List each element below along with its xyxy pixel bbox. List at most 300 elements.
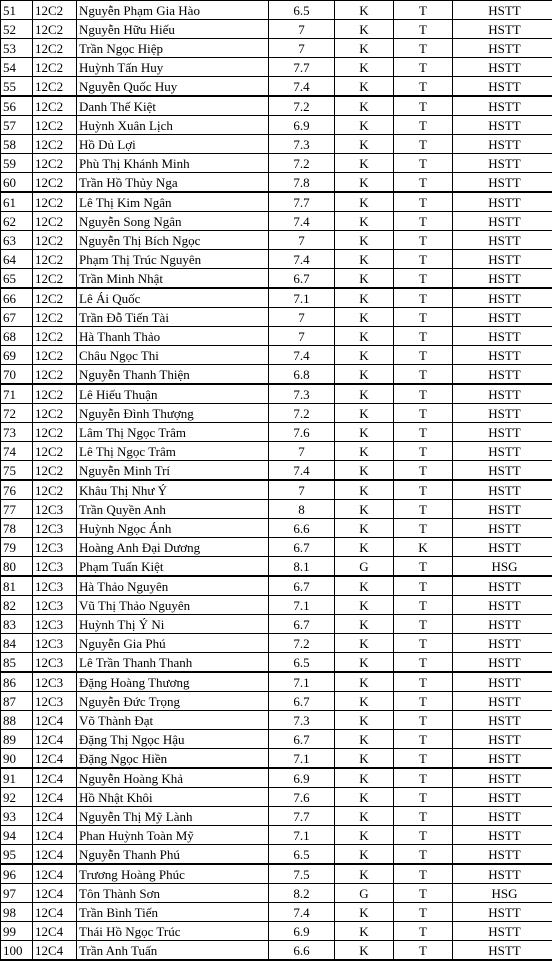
- conduct-cell: T: [394, 864, 453, 884]
- student-name-cell: Hồ Dủ Lợi: [77, 135, 269, 154]
- award-title-cell: HSTT: [453, 864, 552, 884]
- student-name-cell: Trần Đỗ Tiến Tài: [77, 308, 269, 327]
- academic-rank-cell: K: [335, 538, 394, 557]
- student-name-cell: Nguyễn Hữu Hiếu: [77, 20, 269, 39]
- class-cell: 12C4: [33, 941, 77, 961]
- average-score-cell: 7.7: [269, 807, 335, 826]
- academic-rank-cell: K: [335, 442, 394, 461]
- row-number-cell: 71: [1, 384, 33, 404]
- award-title-cell: HSTT: [453, 135, 552, 154]
- award-title-cell: HSTT: [453, 788, 552, 807]
- award-title-cell: HSTT: [453, 384, 552, 404]
- award-title-cell: HSTT: [453, 404, 552, 423]
- academic-rank-cell: K: [335, 615, 394, 634]
- award-title-cell: HSTT: [453, 212, 552, 231]
- class-cell: 12C4: [33, 903, 77, 922]
- row-number-cell: 65: [1, 269, 33, 289]
- academic-rank-cell: K: [335, 212, 394, 231]
- award-title-cell: HSTT: [453, 576, 552, 596]
- conduct-cell: T: [394, 749, 453, 769]
- academic-rank-cell: K: [335, 461, 394, 481]
- academic-rank-cell: K: [335, 903, 394, 922]
- row-number-cell: 54: [1, 58, 33, 77]
- table-row: [1, 653, 552, 673]
- average-score-cell: 7.2: [269, 634, 335, 653]
- row-number-cell: 95: [1, 845, 33, 865]
- class-cell: 12C2: [33, 192, 77, 212]
- academic-rank-cell: K: [335, 922, 394, 941]
- award-title-cell: HSTT: [453, 154, 552, 173]
- table-row: [1, 39, 552, 58]
- average-score-cell: 6.9: [269, 116, 335, 135]
- student-name-cell: Lê Hiếu Thuận: [77, 384, 269, 404]
- row-number-cell: 70: [1, 365, 33, 385]
- table-row: [1, 480, 552, 500]
- academic-rank-cell: K: [335, 845, 394, 865]
- class-cell: 12C4: [33, 768, 77, 788]
- average-score-cell: 7: [269, 480, 335, 500]
- academic-rank-cell: K: [335, 231, 394, 250]
- table-row: [1, 730, 552, 749]
- row-number-cell: 67: [1, 308, 33, 327]
- academic-rank-cell: G: [335, 884, 394, 903]
- award-title-cell: HSTT: [453, 327, 552, 346]
- class-cell: 12C2: [33, 20, 77, 39]
- conduct-cell: T: [394, 39, 453, 58]
- academic-rank-cell: K: [335, 77, 394, 97]
- average-score-cell: 7.5: [269, 864, 335, 884]
- academic-rank-cell: K: [335, 39, 394, 58]
- conduct-cell: T: [394, 557, 453, 577]
- table-row: [1, 576, 552, 596]
- academic-rank-cell: K: [335, 500, 394, 519]
- conduct-cell: T: [394, 212, 453, 231]
- average-score-cell: 6.5: [269, 1, 335, 20]
- conduct-cell: T: [394, 730, 453, 749]
- student-name-cell: Lê Thị Ngọc Trâm: [77, 442, 269, 461]
- student-name-cell: Hoàng Anh Đại Dương: [77, 538, 269, 557]
- conduct-cell: T: [394, 500, 453, 519]
- student-name-cell: Khâu Thị Như Ý: [77, 480, 269, 500]
- table-row: [1, 672, 552, 692]
- class-cell: 12C2: [33, 250, 77, 269]
- average-score-cell: 7.3: [269, 135, 335, 154]
- table-row: [1, 231, 552, 250]
- student-name-cell: Vũ Thị Thảo Nguyên: [77, 596, 269, 615]
- average-score-cell: 7.1: [269, 826, 335, 845]
- award-title-cell: HSTT: [453, 615, 552, 634]
- class-cell: 12C4: [33, 826, 77, 845]
- conduct-cell: T: [394, 903, 453, 922]
- row-number-cell: 63: [1, 231, 33, 250]
- award-title-cell: HSTT: [453, 423, 552, 442]
- award-title-cell: HSTT: [453, 538, 552, 557]
- academic-rank-cell: K: [335, 634, 394, 653]
- table-row: [1, 173, 552, 193]
- row-number-cell: 84: [1, 634, 33, 653]
- table-row: [1, 538, 552, 557]
- row-number-cell: 53: [1, 39, 33, 58]
- row-number-cell: 75: [1, 461, 33, 481]
- student-name-cell: Hà Thanh Thảo: [77, 327, 269, 346]
- academic-rank-cell: K: [335, 346, 394, 365]
- award-title-cell: HSTT: [453, 1, 552, 20]
- row-number-cell: 74: [1, 442, 33, 461]
- award-title-cell: HSTT: [453, 39, 552, 58]
- row-number-cell: 69: [1, 346, 33, 365]
- average-score-cell: 7.4: [269, 250, 335, 269]
- average-score-cell: 7.1: [269, 672, 335, 692]
- table-row: [1, 20, 552, 39]
- academic-rank-cell: K: [335, 788, 394, 807]
- student-name-cell: Danh Thế Kiệt: [77, 96, 269, 116]
- student-name-cell: Nguyễn Thanh Thiện: [77, 365, 269, 385]
- average-score-cell: 6.6: [269, 519, 335, 538]
- student-name-cell: Võ Thành Đạt: [77, 711, 269, 730]
- class-cell: 12C2: [33, 39, 77, 58]
- class-cell: 12C3: [33, 576, 77, 596]
- award-title-cell: HSTT: [453, 192, 552, 212]
- class-cell: 12C2: [33, 423, 77, 442]
- class-cell: 12C2: [33, 116, 77, 135]
- average-score-cell: 6.7: [269, 615, 335, 634]
- academic-rank-cell: K: [335, 576, 394, 596]
- table-row: [1, 77, 552, 97]
- academic-rank-cell: K: [335, 154, 394, 173]
- table-row: [1, 384, 552, 404]
- table-row: [1, 116, 552, 135]
- row-number-cell: 87: [1, 692, 33, 711]
- average-score-cell: 7.4: [269, 461, 335, 481]
- academic-rank-cell: K: [335, 327, 394, 346]
- class-cell: 12C2: [33, 480, 77, 500]
- average-score-cell: 6.7: [269, 538, 335, 557]
- award-title-cell: HSTT: [453, 461, 552, 481]
- average-score-cell: 6.7: [269, 730, 335, 749]
- class-cell: 12C3: [33, 672, 77, 692]
- table-row: [1, 788, 552, 807]
- student-name-cell: Nguyễn Thanh Phú: [77, 845, 269, 865]
- award-title-cell: HSTT: [453, 692, 552, 711]
- row-number-cell: 90: [1, 749, 33, 769]
- class-cell: 12C3: [33, 653, 77, 673]
- class-cell: 12C4: [33, 845, 77, 865]
- academic-rank-cell: K: [335, 672, 394, 692]
- row-number-cell: 66: [1, 288, 33, 308]
- class-cell: 12C2: [33, 231, 77, 250]
- conduct-cell: T: [394, 576, 453, 596]
- class-cell: 12C2: [33, 269, 77, 289]
- award-title-cell: HSTT: [453, 442, 552, 461]
- class-cell: 12C2: [33, 461, 77, 481]
- academic-rank-cell: K: [335, 250, 394, 269]
- award-title-cell: HSTT: [453, 58, 552, 77]
- table-row: [1, 1, 552, 20]
- average-score-cell: 7.4: [269, 903, 335, 922]
- conduct-cell: T: [394, 692, 453, 711]
- average-score-cell: 7.3: [269, 384, 335, 404]
- average-score-cell: 7.7: [269, 58, 335, 77]
- conduct-cell: T: [394, 288, 453, 308]
- table-row: [1, 903, 552, 922]
- student-name-cell: Trần Bình Tiến: [77, 903, 269, 922]
- row-number-cell: 76: [1, 480, 33, 500]
- row-number-cell: 60: [1, 173, 33, 193]
- academic-rank-cell: K: [335, 749, 394, 769]
- class-cell: 12C4: [33, 807, 77, 826]
- conduct-cell: T: [394, 442, 453, 461]
- student-name-cell: Trương Hoàng Phúc: [77, 864, 269, 884]
- average-score-cell: 7: [269, 442, 335, 461]
- table-row: [1, 135, 552, 154]
- table-row: [1, 346, 552, 365]
- average-score-cell: 7.6: [269, 788, 335, 807]
- table-row: [1, 154, 552, 173]
- row-number-cell: 88: [1, 711, 33, 730]
- student-name-cell: Nguyễn Minh Trí: [77, 461, 269, 481]
- table-row: [1, 365, 552, 385]
- student-name-cell: Trần Minh Nhật: [77, 269, 269, 289]
- row-number-cell: 64: [1, 250, 33, 269]
- table-row: [1, 596, 552, 615]
- row-number-cell: 79: [1, 538, 33, 557]
- average-score-cell: 8.2: [269, 884, 335, 903]
- class-cell: 12C2: [33, 173, 77, 193]
- academic-rank-cell: K: [335, 135, 394, 154]
- class-cell: 12C2: [33, 308, 77, 327]
- class-cell: 12C2: [33, 96, 77, 116]
- student-name-cell: Phạm Tuấn Kiệt: [77, 557, 269, 577]
- table-row: [1, 327, 552, 346]
- award-title-cell: HSTT: [453, 730, 552, 749]
- student-name-cell: Tôn Thành Sơn: [77, 884, 269, 903]
- student-name-cell: Phan Huỳnh Toàn Mỹ: [77, 826, 269, 845]
- conduct-cell: T: [394, 845, 453, 865]
- class-cell: 12C3: [33, 596, 77, 615]
- row-number-cell: 57: [1, 116, 33, 135]
- table-row: [1, 884, 552, 903]
- average-score-cell: 7.2: [269, 404, 335, 423]
- table-row: [1, 519, 552, 538]
- conduct-cell: T: [394, 653, 453, 673]
- row-number-cell: 52: [1, 20, 33, 39]
- academic-rank-cell: K: [335, 384, 394, 404]
- class-cell: 12C3: [33, 692, 77, 711]
- conduct-cell: T: [394, 250, 453, 269]
- conduct-cell: T: [394, 807, 453, 826]
- award-title-cell: HSTT: [453, 116, 552, 135]
- student-name-cell: Đặng Hoàng Thương: [77, 672, 269, 692]
- award-title-cell: HSTT: [453, 845, 552, 865]
- academic-rank-cell: K: [335, 96, 394, 116]
- award-title-cell: HSTT: [453, 596, 552, 615]
- average-score-cell: 7.3: [269, 711, 335, 730]
- academic-rank-cell: K: [335, 20, 394, 39]
- row-number-cell: 91: [1, 768, 33, 788]
- class-cell: 12C2: [33, 58, 77, 77]
- class-cell: 12C4: [33, 884, 77, 903]
- conduct-cell: T: [394, 384, 453, 404]
- row-number-cell: 89: [1, 730, 33, 749]
- academic-rank-cell: K: [335, 269, 394, 289]
- academic-rank-cell: K: [335, 711, 394, 730]
- academic-rank-cell: K: [335, 596, 394, 615]
- average-score-cell: 7.4: [269, 346, 335, 365]
- class-cell: 12C2: [33, 1, 77, 20]
- table-row: [1, 58, 552, 77]
- average-score-cell: 7.2: [269, 154, 335, 173]
- academic-rank-cell: K: [335, 58, 394, 77]
- table-row: [1, 404, 552, 423]
- table-row: [1, 212, 552, 231]
- award-title-cell: HSTT: [453, 269, 552, 289]
- student-name-cell: Phù Thị Khánh Minh: [77, 154, 269, 173]
- row-number-cell: 61: [1, 192, 33, 212]
- conduct-cell: T: [394, 1, 453, 20]
- row-number-cell: 100: [1, 941, 33, 961]
- table-row: [1, 192, 552, 212]
- table-row: [1, 807, 552, 826]
- table-row: [1, 941, 552, 961]
- student-name-cell: Hồ Nhật Khôi: [77, 788, 269, 807]
- row-number-cell: 82: [1, 596, 33, 615]
- student-name-cell: Đặng Thị Ngọc Hậu: [77, 730, 269, 749]
- conduct-cell: T: [394, 461, 453, 481]
- row-number-cell: 56: [1, 96, 33, 116]
- table-row: [1, 423, 552, 442]
- academic-rank-cell: K: [335, 116, 394, 135]
- average-score-cell: 6.8: [269, 365, 335, 385]
- average-score-cell: 6.5: [269, 653, 335, 673]
- average-score-cell: 7.2: [269, 96, 335, 116]
- award-title-cell: HSTT: [453, 288, 552, 308]
- conduct-cell: T: [394, 308, 453, 327]
- conduct-cell: T: [394, 596, 453, 615]
- award-title-cell: HSTT: [453, 807, 552, 826]
- average-score-cell: 8.1: [269, 557, 335, 577]
- row-number-cell: 94: [1, 826, 33, 845]
- row-number-cell: 86: [1, 672, 33, 692]
- academic-rank-cell: K: [335, 519, 394, 538]
- average-score-cell: 7.4: [269, 212, 335, 231]
- award-title-cell: HSTT: [453, 500, 552, 519]
- academic-rank-cell: K: [335, 730, 394, 749]
- table-row: [1, 634, 552, 653]
- student-name-cell: Nguyễn Thị Mỹ Lành: [77, 807, 269, 826]
- conduct-cell: T: [394, 788, 453, 807]
- row-number-cell: 55: [1, 77, 33, 97]
- class-cell: 12C2: [33, 288, 77, 308]
- award-title-cell: HSTT: [453, 768, 552, 788]
- conduct-cell: T: [394, 135, 453, 154]
- award-title-cell: HSTT: [453, 173, 552, 193]
- class-cell: 12C3: [33, 538, 77, 557]
- class-cell: 12C3: [33, 519, 77, 538]
- student-name-cell: Nguyễn Gia Phú: [77, 634, 269, 653]
- average-score-cell: 7.1: [269, 749, 335, 769]
- average-score-cell: 6.7: [269, 576, 335, 596]
- academic-rank-cell: K: [335, 173, 394, 193]
- row-number-cell: 81: [1, 576, 33, 596]
- academic-rank-cell: K: [335, 768, 394, 788]
- award-title-cell: HSTT: [453, 365, 552, 385]
- class-cell: 12C4: [33, 788, 77, 807]
- row-number-cell: 92: [1, 788, 33, 807]
- class-cell: 12C2: [33, 135, 77, 154]
- award-title-cell: HSTT: [453, 231, 552, 250]
- conduct-cell: T: [394, 77, 453, 97]
- row-number-cell: 68: [1, 327, 33, 346]
- student-name-cell: Lê Thị Kim Ngân: [77, 192, 269, 212]
- conduct-cell: T: [394, 884, 453, 903]
- average-score-cell: 8: [269, 500, 335, 519]
- table-row: [1, 922, 552, 941]
- academic-rank-cell: K: [335, 692, 394, 711]
- conduct-cell: T: [394, 192, 453, 212]
- conduct-cell: T: [394, 365, 453, 385]
- table-row: [1, 615, 552, 634]
- award-title-cell: HSTT: [453, 96, 552, 116]
- table-row: [1, 442, 552, 461]
- student-name-cell: Trần Hồ Thủy Nga: [77, 173, 269, 193]
- row-number-cell: 80: [1, 557, 33, 577]
- class-cell: 12C3: [33, 557, 77, 577]
- conduct-cell: T: [394, 231, 453, 250]
- row-number-cell: 77: [1, 500, 33, 519]
- average-score-cell: 7: [269, 327, 335, 346]
- award-title-cell: HSTT: [453, 77, 552, 97]
- student-name-cell: Châu Ngọc Thi: [77, 346, 269, 365]
- academic-rank-cell: K: [335, 480, 394, 500]
- student-name-cell: Huỳnh Ngọc Ánh: [77, 519, 269, 538]
- average-score-cell: 6.6: [269, 941, 335, 961]
- class-cell: 12C2: [33, 365, 77, 385]
- award-title-cell: HSTT: [453, 922, 552, 941]
- conduct-cell: T: [394, 116, 453, 135]
- class-cell: 12C4: [33, 730, 77, 749]
- academic-rank-cell: K: [335, 288, 394, 308]
- conduct-cell: T: [394, 96, 453, 116]
- conduct-cell: T: [394, 404, 453, 423]
- average-score-cell: 7.8: [269, 173, 335, 193]
- class-cell: 12C4: [33, 922, 77, 941]
- award-title-cell: HSTT: [453, 634, 552, 653]
- conduct-cell: T: [394, 269, 453, 289]
- table-row: [1, 692, 552, 711]
- conduct-cell: T: [394, 634, 453, 653]
- conduct-cell: T: [394, 615, 453, 634]
- table-row: [1, 461, 552, 481]
- academic-rank-cell: K: [335, 807, 394, 826]
- class-cell: 12C2: [33, 442, 77, 461]
- student-name-cell: Nguyễn Thị Bích Ngọc: [77, 231, 269, 250]
- table-row: [1, 96, 552, 116]
- row-number-cell: 59: [1, 154, 33, 173]
- class-cell: 12C3: [33, 615, 77, 634]
- row-number-cell: 58: [1, 135, 33, 154]
- conduct-cell: T: [394, 346, 453, 365]
- row-number-cell: 99: [1, 922, 33, 941]
- conduct-cell: T: [394, 711, 453, 730]
- conduct-cell: T: [394, 922, 453, 941]
- award-title-cell: HSTT: [453, 826, 552, 845]
- table-body: [1, 1, 552, 961]
- class-cell: 12C2: [33, 77, 77, 97]
- table-row: [1, 826, 552, 845]
- conduct-cell: T: [394, 154, 453, 173]
- table-row: [1, 500, 552, 519]
- table-row: [1, 864, 552, 884]
